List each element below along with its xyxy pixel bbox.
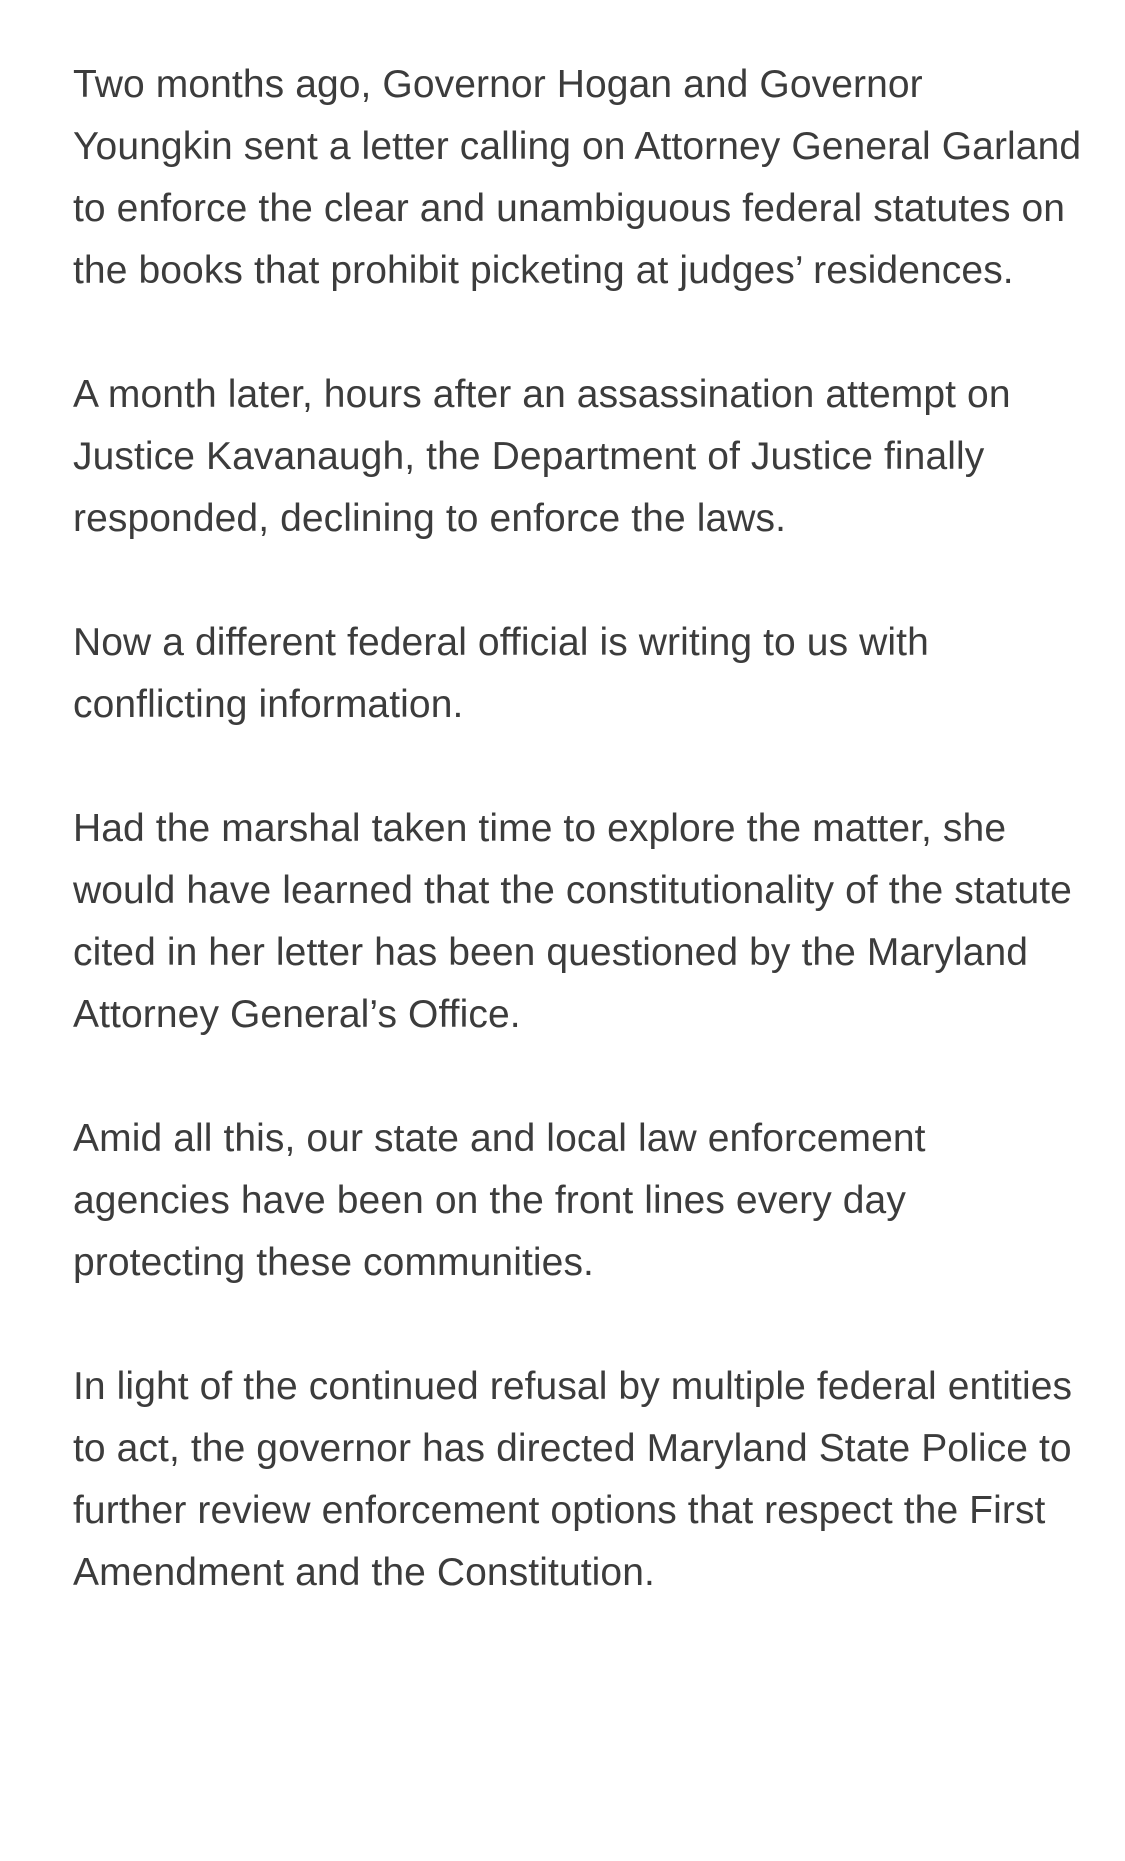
paragraph-doj-response: A month later, hours after an assassination attempt on Justice Kavanaugh, the Department of Justice finally responded, declining to enforce the laws. [73,373,1011,540]
paragraph-law-enforcement: Amid all this, our state and local law enforcement agencies have been on the front lines every day protecting these communities. [73,1117,926,1284]
paragraph-marshal-letter: Had the marshal taken time to explore the matter, she would have learned that the constitutionality of the statute cited in her letter has been questioned by the Maryland Attorney General’s Office. [73,807,1072,1036]
statement-body [73,54,1083,1604]
paragraph-conflicting-information: Now a different federal official is writing to us with conflicting information. [73,621,929,726]
paragraph-letter-to-garland: Two months ago, Governor Hogan and Governor Youngkin sent a letter calling on Attorney General Garland to enforce the clear and unambiguous federal statutes on the books that prohibit picketing at judges’ residences. [73,63,1082,292]
paragraph-governor-directive: In light of the continued refusal by multiple federal entities to act, the governor has directed Maryland State Police to further review enforcement options that respect the First Amendment and the Constitution. [73,1365,1073,1594]
